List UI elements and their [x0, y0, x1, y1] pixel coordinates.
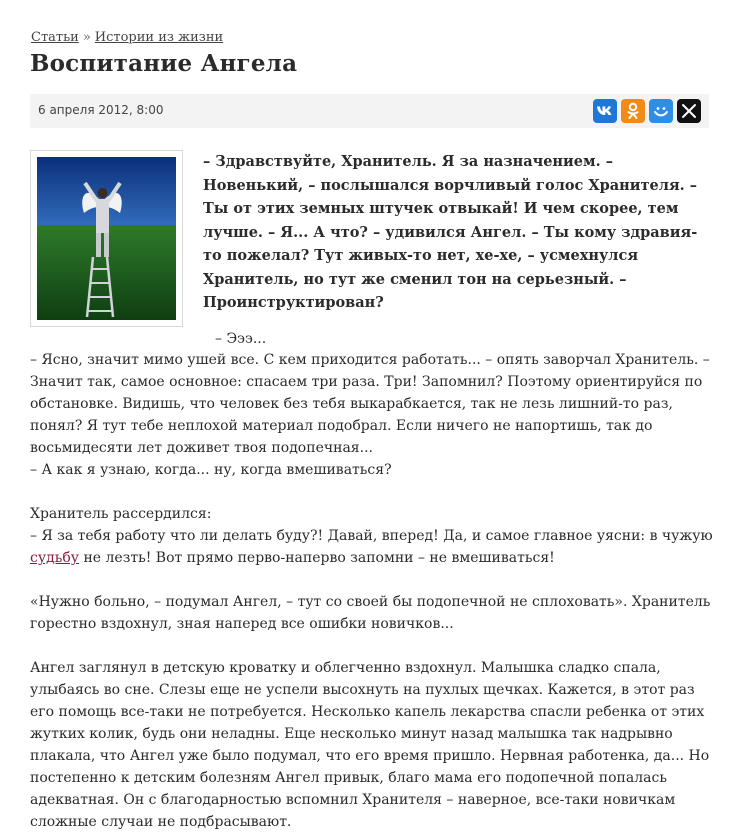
- article-body: [30, 349, 720, 833]
- share-vk-button[interactable]: [593, 99, 617, 123]
- breadcrumb-link-articles[interactable]: Статьи: [31, 30, 79, 45]
- publish-date: 6 апреля 2012, 8:00: [38, 103, 164, 117]
- share-ok-button[interactable]: [621, 99, 645, 123]
- paragraph-4-start: – Я за тебя работу что ли делать буду?! Давай, вперед! Да, и самое главное уясни: в чужую: [30, 528, 713, 544]
- article-lead: – Здравствуйте, Хранитель. Я за назначением. – Новенький, – послышался ворчливый голос Хранителя. – Ты от этих земных штучек отвыкай! И чем скорее, тем лучше. – Я... А что? – удивился Ангел. – Ты кому здравия-то пожелал? Тут живых-то нет, хе-хе, – усмехнулся Хранитель, но тут же сменил тон на серьезный. – Проинструктирован?: [203, 153, 698, 311]
- vk-icon: [596, 105, 614, 117]
- paragraph-6: Ангел заглянул в детскую кроватку и облегченно вздохнул. Малышка сладко спала, улыбаясь во сне. Слезы еще не успели высохнуть на пухлых щечках. Кажется, в этот раз его помощь все-таки не потребуется. Несколько капель лекарства спасли ребенка от этих жутких колик, будь они неладны. Еще несколько минут назад малышка так надрывно плакала, что Ангел уже было подумал, что его время пришло. Нервная работенка, да... Но постепенно к детским болезням Ангел привык, благо мама его подопечной попалась адекватная. Он с благодарностью вспомнил Хранителя – наверное, все-таки новичкам сложные случаи не подбрасывают.: [30, 660, 710, 830]
- odnoklassniki-icon: [626, 102, 640, 120]
- paragraph-1: – Ясно, значит мимо ушей все. С кем приходится работать... – опять заворчал Хранитель. – Значит так, самое основное: спасаем три раза. Три! Запомнил? Поэтому ориентируйся по обстановке. Видишь, что человек без тебя выкарабкается, так не лезь лишний-то раз, понял? Я тут тебе неплохой материал подобрал. Если ничего не напортишь, так до восьмидесяти лет доживет твоя подопечная...: [30, 352, 710, 456]
- breadcrumb-separator: »: [82, 30, 91, 45]
- article-image-frame: [30, 150, 183, 327]
- paragraph-4: [30, 525, 720, 569]
- page-title: Воспитание Ангела: [30, 50, 298, 77]
- x-logo-icon: [681, 103, 697, 119]
- breadcrumb-link-life-stories[interactable]: Истории из жизни: [94, 30, 224, 45]
- paragraph-5: «Нужно больно, – подумал Ангел, – тут со своей бы подопечной не сплоховать». Хранитель горестно вздохнул, зная наперед все ошибки новичков...: [30, 594, 711, 632]
- share-buttons: [593, 99, 701, 123]
- angel-on-ladder-image: [37, 157, 176, 320]
- breadcrumb: [31, 30, 223, 45]
- fate-link[interactable]: судьбу: [30, 550, 79, 566]
- paragraph-2: – А как я узнаю, когда... ну, когда вмешиваться?: [30, 462, 392, 478]
- share-x-button[interactable]: [677, 99, 701, 123]
- smile-icon: [652, 104, 670, 118]
- paragraph-4-end: не лезть! Вот прямо перво-наперво запомни – не вмешиваться!: [79, 550, 555, 566]
- lead-continuation: – Эээ...: [215, 331, 267, 347]
- article-meta-bar: [30, 94, 709, 128]
- share-mail-button[interactable]: [649, 99, 673, 123]
- paragraph-3: Хранитель рассердился:: [30, 506, 212, 522]
